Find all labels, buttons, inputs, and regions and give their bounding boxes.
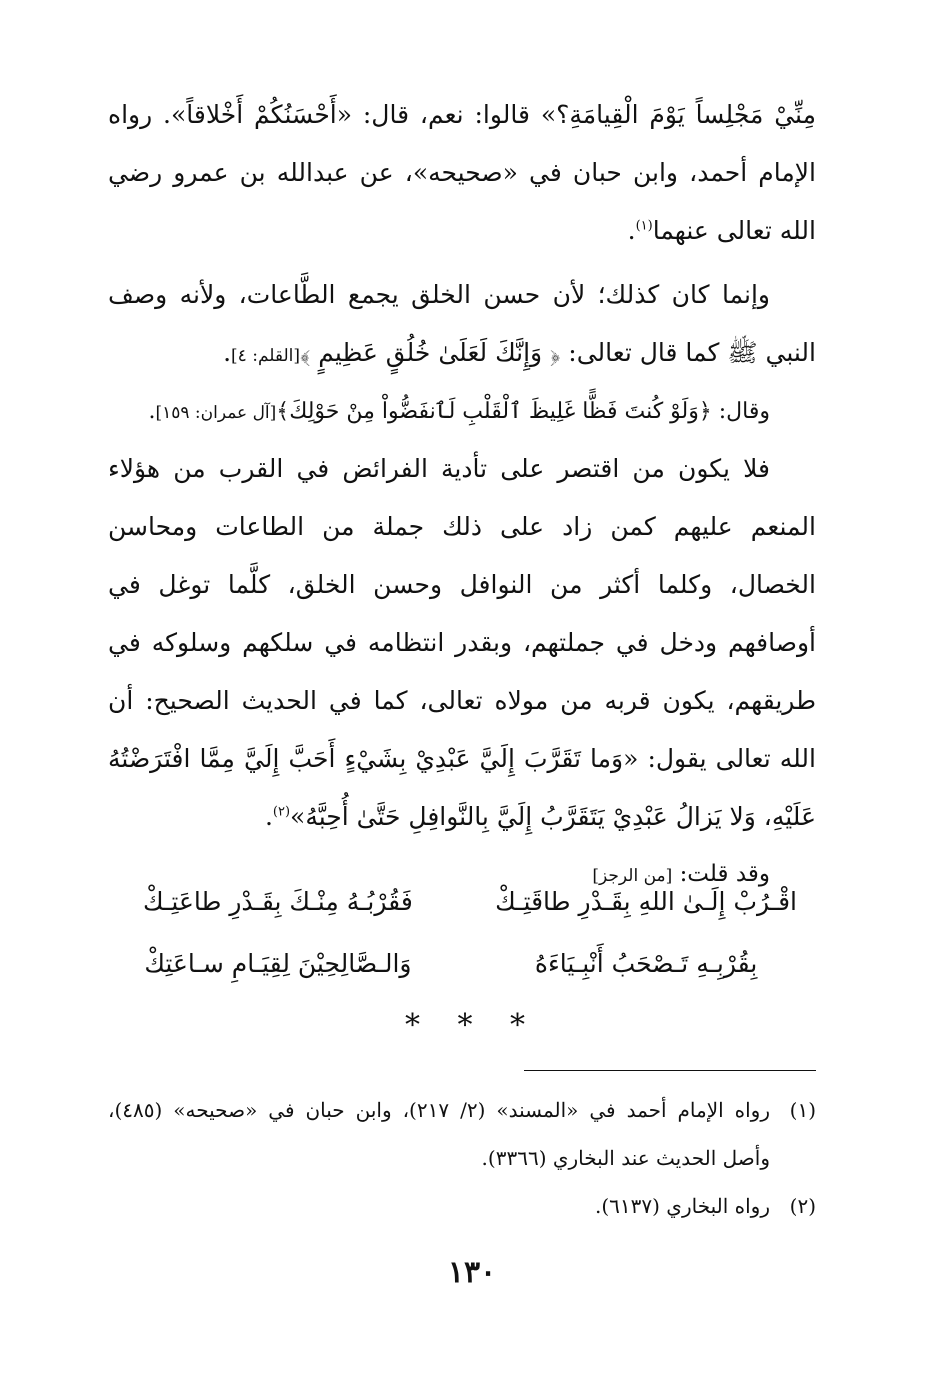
- footnote-item: [108, 1086, 816, 1182]
- poem-meter: [من الرجز]: [592, 866, 673, 886]
- paragraph-text: وقال: ﴿وَلَوْ كُنتَ فَظًّا غَلِيظَ ٱلْقَلْبِ لَٱنفَضُّواْ مِنْ حَوْلِكَ﴾: [276, 399, 770, 424]
- paragraph-text: مِنِّيْ مَجْلِساً يَوْمَ الْقِيامَةِ؟» قالوا: نعم، قال: «أَحْسَنُكُمْ أَخْلاقاً». رواه الإمام أحمد، وابن حبان في «صحيحه»، عن عبدالله بن عمرو رضي الله تعالى عنهما: [108, 100, 816, 245]
- paragraph-text: فلا يكون من اقتصر على تأدية الفرائض في القرب من هؤلاء المنعم عليهم كمن زاد على ذلك جملة من الطاعات ومحاسن الخصال، وكلما أكثر من النوافل وحسن الخلق، كلَّما توغل في أوصافهم ودخل في جملتهم، وبقدر انتظامه في سلكهم وسلوكه في طريقهم، يكون قربه من مولاه تعالى، كما في الحديث الصحيح: أن الله تعالى يقول: «وَما تَقَرَّبَ إِلَيَّ عَبْدِيْ بِشَيْءٍ أَحَبَّ إِلَيَّ مِمَّا افْتَرَضْتُهُ عَلَيْهِ، وَلا يَزالُ عَبْدِيْ يَتَقَرَّبُ إِلَيَّ بِالنَّوافِلِ حَتَّىٰ أُحِبَّهُ»: [108, 454, 816, 831]
- quran-reference: [القلم: ٤]: [231, 346, 301, 366]
- page-number: ١٣٠: [447, 1255, 497, 1290]
- paragraph-end: .: [627, 216, 636, 245]
- paragraph-end: .: [264, 802, 273, 831]
- footnote-marker-2[interactable]: (٢): [272, 804, 291, 820]
- poem-line: [108, 870, 816, 932]
- section-separator: * * *: [404, 1008, 540, 1043]
- footnotes: [108, 1086, 816, 1230]
- poem-intro-text: وقد قلت:: [679, 861, 770, 887]
- footnote-marker-1[interactable]: (١): [635, 218, 653, 234]
- paragraph-text: وإنما كان كذلك؛ لأن حسن الخلق يجمع الطَّاعات، ولأنه وصف النبي ﷺ كما قال تعالى: ﴿ وَإِنَّكَ لَعَلَىٰ خُلُقٍ عَظِيمٍ ﴾: [108, 280, 816, 367]
- poem-line: [108, 932, 816, 994]
- poem-hemistich-second: وَالـصَّالِحِيْنَ لِقِيَـامِ سـاعَتِكْ: [144, 948, 412, 978]
- poem-hemistich-first: بِقُرْبِـهِ تَـصْحَبُ أَنْبِـيَاءَهُ: [534, 948, 758, 978]
- paragraph-end: .: [223, 338, 232, 367]
- poem-hemistich-second: فَقُرْبُـهُ مِنْـكَ بِقَـدْرِ طاعَتِـكْ: [143, 886, 413, 916]
- paragraph-good-character: [108, 266, 816, 385]
- paragraph-hadith-akhlaq: [108, 86, 816, 260]
- footnote-text: رواه الإمام أحمد في «المسند» (٢/ ٢١٧)، وابن حبان في «صحيحه» (٤٨٥)، وأصل الحديث عند البخاري (٣٣٦٦).: [108, 1098, 770, 1170]
- main-text: [108, 86, 816, 904]
- poem-hemistich-first: اقْـرُبْ إِلَـىٰ اللهِ بِقَـدْرِ طاقَتِـكْ: [495, 886, 797, 916]
- paragraph-end: .: [148, 399, 156, 424]
- quran-reference: [آل عمران: ١٥٩]: [155, 403, 277, 423]
- footnote-number: (١): [789, 1098, 816, 1122]
- poem: [108, 870, 816, 994]
- paragraph-quran-verse: [108, 385, 816, 440]
- paragraph-nearness: [108, 440, 816, 846]
- footnote-item: [108, 1182, 816, 1230]
- footnote-divider: [524, 1070, 816, 1071]
- footnote-number: (٢): [789, 1194, 816, 1218]
- footnote-text: رواه البخاري (٦١٣٧).: [594, 1194, 770, 1218]
